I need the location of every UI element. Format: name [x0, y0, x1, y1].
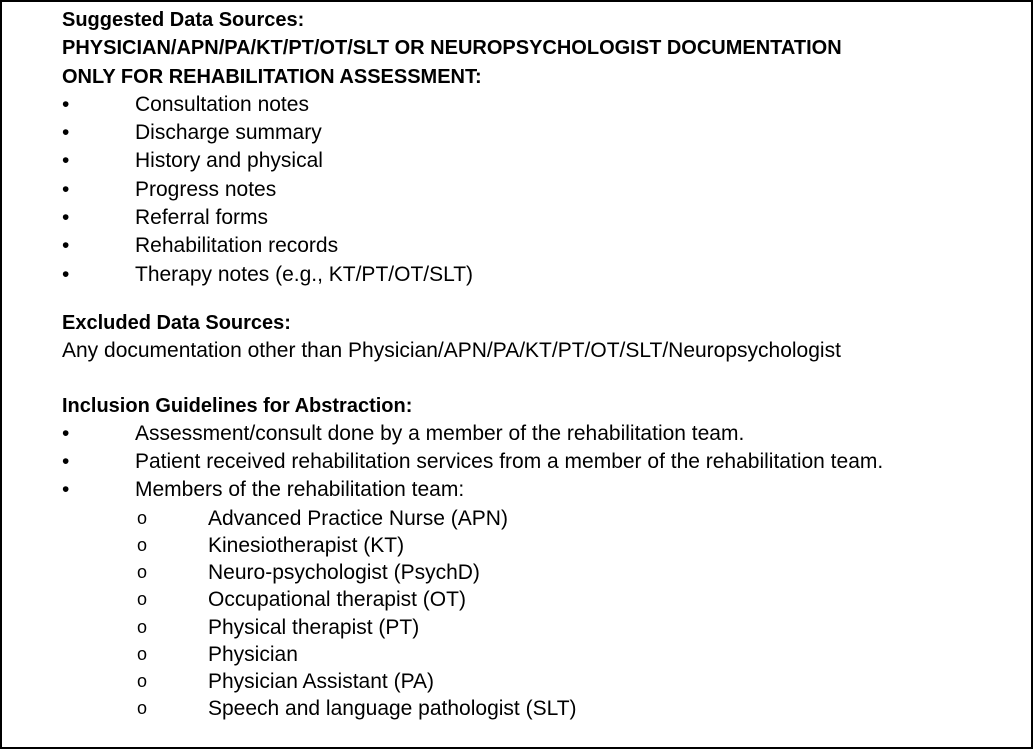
inclusion-guidelines-section — [62, 392, 1027, 723]
section-spacer — [62, 289, 1027, 309]
document-content — [62, 6, 1027, 722]
circle-bullet-icon: o — [137, 534, 148, 555]
bullet-icon: • — [62, 92, 70, 116]
bullet-icon: • — [62, 450, 70, 474]
list-item-label: History and physical — [135, 149, 323, 173]
section-spacer — [62, 366, 1027, 392]
bullet-icon: • — [62, 262, 70, 286]
bullet-icon: • — [62, 206, 70, 230]
list-item-label: Discharge summary — [135, 121, 322, 145]
list-item-label: Referral forms — [135, 206, 269, 230]
list-item — [62, 448, 1027, 476]
inclusion-heading: Inclusion Guidelines for Abstraction: — [62, 394, 413, 417]
inclusion-list — [62, 420, 1027, 723]
suggested-subheading-line2: ONLY FOR REHABILITATION ASSESSMENT: — [62, 65, 482, 88]
list-item — [62, 204, 1027, 232]
list-item — [62, 232, 1027, 260]
list-item — [62, 420, 1027, 448]
list-item — [62, 91, 1027, 119]
list-item-label: Members of the rehabilitation team: — [135, 478, 465, 502]
list-item-label: Patient received rehabilitation services from a member of the rehabilitation team. — [135, 450, 884, 474]
sub-list-item-label: Physician — [208, 642, 298, 666]
sub-list-item-label: Neuro-psychologist (PsychD) — [208, 561, 480, 585]
list-item-label: Consultation notes — [135, 92, 309, 116]
circle-bullet-icon: o — [137, 698, 148, 719]
bullet-icon: • — [62, 478, 70, 502]
bullet-icon: • — [62, 149, 70, 173]
sub-list-item-label: Kinesiotherapist (KT) — [208, 533, 405, 557]
list-item — [62, 119, 1027, 147]
sub-list-item-label: Advanced Practice Nurse (APN) — [208, 506, 508, 530]
sub-list-item-label: Physical therapist (PT) — [208, 615, 420, 639]
suggested-subheading-line1: PHYSICIAN/APN/PA/KT/PT/OT/SLT OR NEUROPSYCHOLOGIST DOCUMENTATION — [62, 37, 842, 60]
suggested-data-sources-section — [62, 6, 1027, 289]
circle-bullet-icon: o — [137, 589, 148, 610]
sub-list-item — [62, 505, 1027, 532]
bullet-icon: • — [62, 421, 70, 445]
rehab-team-members-list — [135, 505, 1027, 723]
list-item-label: Progress notes — [135, 177, 277, 201]
list-item — [62, 476, 1027, 722]
sub-list-item — [62, 695, 1027, 722]
bullet-icon: • — [62, 121, 70, 145]
circle-bullet-icon: o — [137, 562, 148, 583]
suggested-list — [62, 91, 1027, 289]
sub-list-item-label: Speech and language pathologist (SLT) — [208, 697, 577, 721]
bullet-icon: • — [62, 234, 70, 258]
sub-list-item — [62, 668, 1027, 695]
sub-list-item — [62, 532, 1027, 559]
sub-list-item-label: Occupational therapist (OT) — [208, 588, 466, 612]
list-item-label: Assessment/consult done by a member of the rehabilitation team. — [135, 421, 745, 445]
list-item — [62, 147, 1027, 175]
list-item-label: Rehabilitation records — [135, 234, 339, 258]
sub-list-item — [62, 559, 1027, 586]
circle-bullet-icon: o — [137, 670, 148, 691]
circle-bullet-icon: o — [137, 643, 148, 664]
excluded-text: Any documentation other than Physician/APN/PA/KT/PT/OT/SLT/Neuropsychologist — [62, 339, 841, 363]
list-item-label: Therapy notes (e.g., KT/PT/OT/SLT) — [135, 262, 474, 286]
list-item — [62, 261, 1027, 289]
sub-list-item — [62, 614, 1027, 641]
excluded-heading: Excluded Data Sources: — [62, 311, 291, 334]
suggested-heading: Suggested Data Sources: — [62, 9, 305, 31]
sub-list-item — [62, 586, 1027, 613]
excluded-data-sources-section — [62, 309, 1027, 366]
sub-list-item — [62, 641, 1027, 668]
list-item — [62, 176, 1027, 204]
circle-bullet-icon: o — [137, 507, 148, 528]
sub-list-item-label: Physician Assistant (PA) — [208, 669, 435, 693]
bullet-icon: • — [62, 177, 70, 201]
circle-bullet-icon: o — [137, 616, 148, 637]
